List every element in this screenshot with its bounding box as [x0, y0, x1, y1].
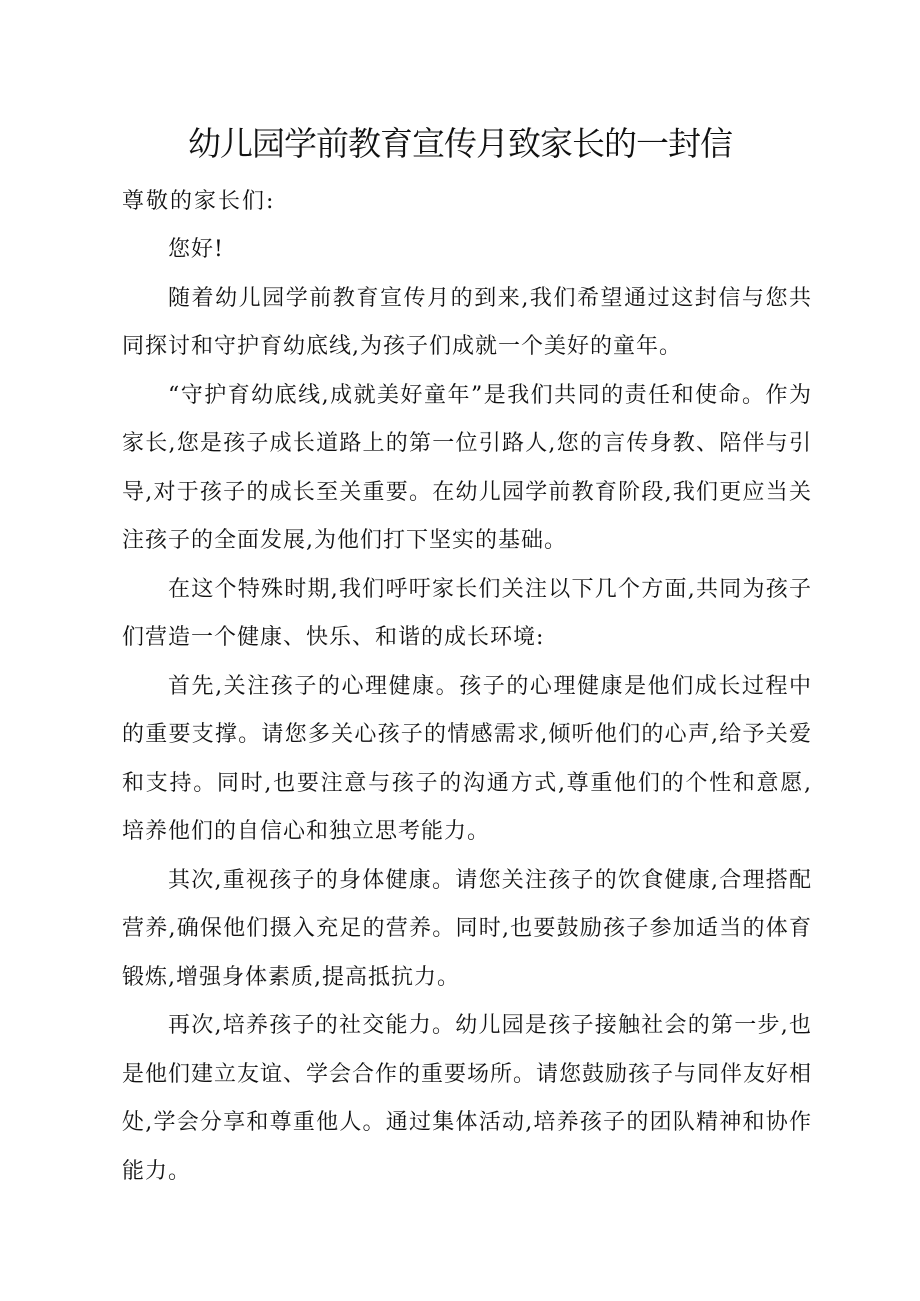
paragraph-social-skills: 再次,培养孩子的社交能力。幼儿园是孩子接触社会的第一步,也是他们建立友谊、学会合作的重要场所。请您鼓励孩子与同伴友好相处,学会分享和尊重他人。通过集体活动,培养孩子的团队精神和协作能力。: [122, 1013, 813, 1184]
paragraph-mental-health: 首先,关注孩子的心理健康。孩子的心理健康是他们成长过程中的重要支撑。请您多关心孩子的情感需求,倾听他们的心声,给予关爱和支持。同时,也要注意与孩子的沟通方式,尊重他们的个性和意愿,培养他们的自信心和独立思考能力。: [122, 673, 812, 844]
letter-body: [122, 178, 812, 1196]
document-title: 幼儿园学前教育宣传月致家长的一封信: [188, 124, 732, 163]
paragraph-intro: 随着幼儿园学前教育宣传月的到来,我们希望通过这封信与您共同探讨和守护育幼底线,为孩子们成就一个美好的童年。: [122, 285, 812, 359]
paragraph-physical-health: 其次,重视孩子的身体健康。请您关注孩子的饮食健康,合理搭配营养,确保他们摄入充足的营养。同时,也要鼓励孩子参加适当的体育锻炼,增强身体素质,提高抵抗力。: [122, 867, 812, 990]
paragraph-responsibility: “守护育幼底线,成就美好童年”是我们共同的责任和使命。作为家长,您是孩子成长道路上的第一位引路人,您的言传身教、陪伴与引导,对于孩子的成长至关重要。在幼儿园学前教育阶段,我们更应当关注孩子的全面发展,为他们打下坚实的基础。: [122, 382, 812, 553]
salutation: 尊敬的家长们:: [122, 189, 276, 214]
paragraph-greeting: 您好!: [168, 237, 224, 262]
paragraph-appeal: 在这个特殊时期,我们呼吁家长们关注以下几个方面,共同为孩子们营造一个健康、快乐、和谐的成长环境:: [122, 576, 812, 650]
